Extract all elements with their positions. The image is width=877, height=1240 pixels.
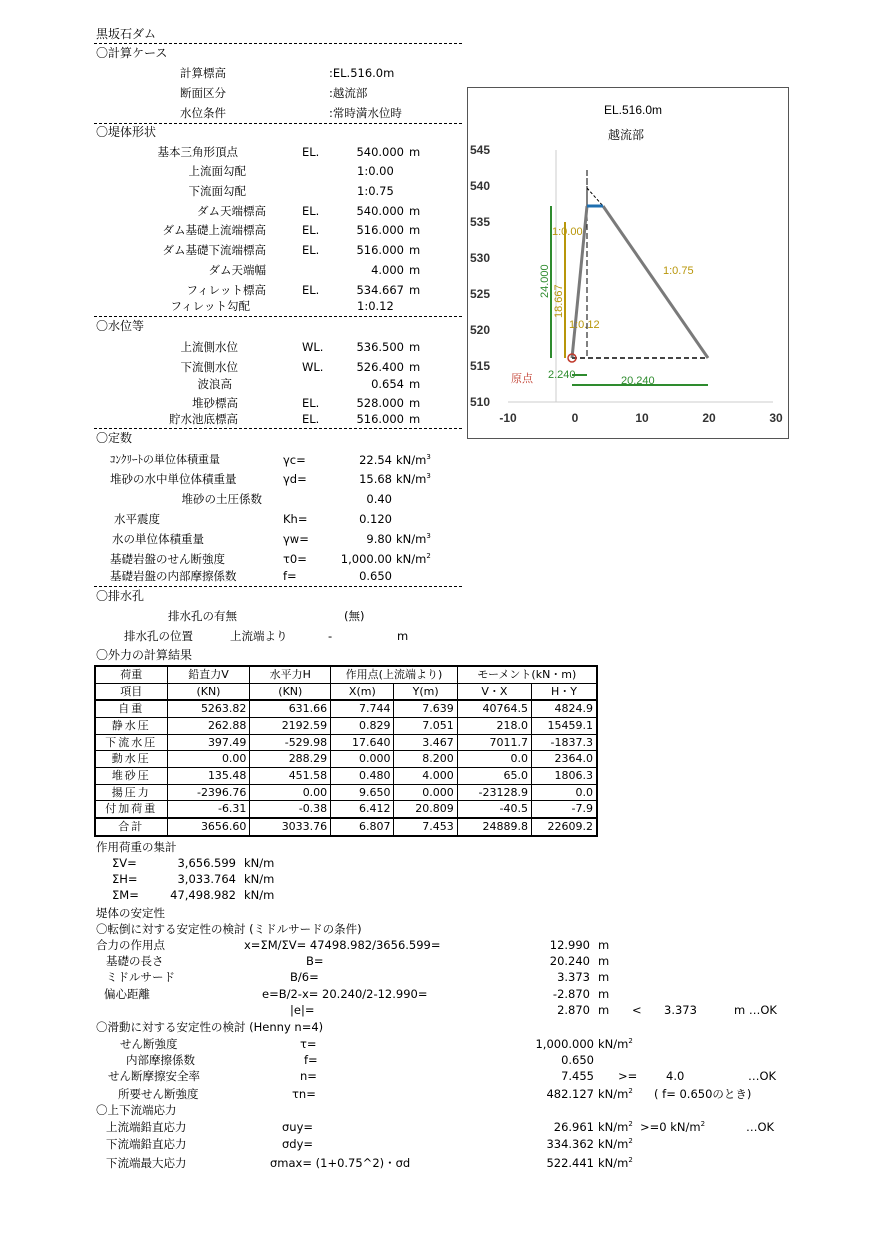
- case-value: :越流部: [329, 86, 368, 100]
- base-value: 20.240: [549, 954, 590, 968]
- const-value: 0.40: [366, 492, 392, 506]
- table-cell: 0.0: [531, 784, 597, 801]
- table-cell: 自重: [95, 700, 167, 717]
- safety-factor-limit: 4.0: [666, 1069, 685, 1083]
- divider: [94, 586, 462, 587]
- const-label: 基礎岩盤のせん断強度: [110, 552, 225, 566]
- abs-ecc-formula: |e|=: [290, 1003, 315, 1017]
- shear-label: せん断強度: [120, 1037, 178, 1051]
- table-cell: 24889.8: [457, 818, 531, 836]
- table-row: [95, 718, 597, 735]
- table-subheader: X(m): [331, 683, 394, 700]
- shape-value: 1:0.75: [357, 184, 394, 198]
- case-value: :EL.516.0m: [329, 66, 395, 80]
- shape-value: 540.000: [356, 145, 404, 159]
- shape-label: ダム基礎下流端標高: [162, 243, 266, 257]
- water-label: 波浪高: [197, 377, 232, 391]
- y-tick-label: 530: [470, 251, 491, 265]
- downstream-stress-unit: kN/m: [598, 1137, 629, 1151]
- drain-exist-value: (無): [344, 609, 365, 623]
- safety-factor-label: せん断摩擦安全率: [108, 1069, 200, 1083]
- shape-value: 540.000: [356, 204, 404, 218]
- upstream-stress-unit-sup: 2: [628, 1120, 633, 1129]
- section-heading-forces: 〇外力の計算結果: [96, 648, 193, 662]
- shape-unit: m: [409, 223, 421, 237]
- sum-value: 3,033.764: [177, 872, 236, 886]
- sliding-heading: 〇滑動に対する安定性の検討 (Henny n=4): [96, 1020, 324, 1034]
- table-cell: 397.49: [167, 734, 250, 751]
- shape-prefix: EL.: [302, 145, 320, 159]
- water-label: 堆砂標高: [192, 396, 238, 410]
- table-cell: 40764.5: [457, 700, 531, 717]
- resultant-value: 12.990: [549, 938, 590, 952]
- upstream-stress-condition-sup: 2: [700, 1120, 706, 1129]
- water-prefix: WL.: [302, 340, 324, 354]
- shear-unit: kN/m: [598, 1037, 629, 1051]
- upstream-stress-symbol: σuy=: [282, 1120, 314, 1134]
- table-header-vertical: 鉛直力V: [167, 666, 250, 683]
- const-sym: Kh=: [283, 512, 308, 526]
- upstream-stress-condition-wrap: [640, 1120, 705, 1134]
- section-heading-water: 〇水位等: [96, 319, 145, 333]
- label-upstream-slope: 1:0.00: [552, 226, 583, 238]
- table-subheader: 項目: [95, 683, 167, 700]
- middle-third-label: ミドルサード: [106, 970, 175, 984]
- const-value: 0.120: [359, 512, 392, 526]
- shape-label: フィレット勾配: [170, 299, 250, 313]
- middle-third-value: 3.373: [557, 970, 590, 984]
- middle-third-unit: m: [598, 970, 610, 984]
- const-sym: γw=: [283, 532, 309, 546]
- downstream-stress-label: 下流端鉛直応力: [106, 1137, 187, 1151]
- label-base-width: 20.240: [621, 375, 655, 387]
- const-sym: γc=: [283, 453, 306, 467]
- sum-value: 47,498.982: [170, 888, 236, 902]
- table-header-horizontal: 水平力H: [250, 666, 331, 683]
- table-row: [95, 700, 597, 717]
- stress-heading: 〇上下流端応力: [96, 1103, 177, 1117]
- shape-value: 516.000: [356, 223, 404, 237]
- const-label: 堆砂の土圧係数: [181, 492, 262, 506]
- diagram-subtitle: 越流部: [607, 128, 645, 142]
- table-cell: -529.98: [250, 734, 331, 751]
- table-cell: 合計: [95, 818, 167, 836]
- table-cell: 7011.7: [457, 734, 531, 751]
- label-fillet-width: 2.240: [548, 369, 576, 381]
- const-unit-sup: 2: [426, 552, 431, 561]
- section-heading-drain: 〇排水孔: [96, 589, 145, 603]
- table-cell: -2396.76: [167, 784, 250, 801]
- table-cell: 静水圧: [95, 718, 167, 735]
- table-header-point: 作用点(上流端より): [331, 666, 458, 683]
- table-cell: 451.58: [250, 768, 331, 785]
- table-cell: 15459.1: [531, 718, 597, 735]
- divider: [94, 428, 462, 429]
- shape-label: ダム基礎上流端標高: [162, 223, 266, 237]
- shape-unit: m: [409, 243, 421, 257]
- table-cell: 揚圧力: [95, 784, 167, 801]
- table-cell: 7.051: [394, 718, 457, 735]
- upstream-stress-unit: kN/m: [598, 1120, 629, 1134]
- shear-symbol: τ=: [300, 1037, 317, 1051]
- table-cell: 0.0: [457, 751, 531, 768]
- downstream-stress-unit-sup: 2: [628, 1137, 633, 1146]
- water-value: 528.000: [356, 396, 404, 410]
- table-cell: 218.0: [457, 718, 531, 735]
- middle-third-formula: B/6=: [290, 970, 319, 984]
- const-value: 1,000.00: [340, 552, 392, 566]
- upstream-stress-result: …OK: [746, 1120, 775, 1134]
- table-cell: 65.0: [457, 768, 531, 785]
- y-tick-label: 520: [470, 323, 491, 337]
- load-table: [94, 665, 598, 837]
- max-stress-label: 下流端最大応力: [106, 1156, 187, 1170]
- label-downstream-slope: 1:0.75: [663, 265, 694, 277]
- table-cell: 0.00: [167, 751, 250, 768]
- required-shear-unit: kN/m: [598, 1087, 629, 1101]
- shape-value: 1:0.12: [357, 299, 394, 313]
- table-cell: 3656.60: [167, 818, 250, 836]
- friction-value: 0.650: [561, 1053, 594, 1067]
- section-heading-shape: 〇堤体形状: [96, 125, 157, 139]
- table-cell: -7.9: [531, 801, 597, 818]
- const-label: 水平震度: [114, 512, 160, 526]
- friction-symbol: f=: [304, 1053, 318, 1067]
- downstream-face-line: [603, 206, 708, 358]
- drain-pos-from: 上流端より: [230, 629, 288, 643]
- const-unit-wrap: [396, 552, 431, 566]
- table-cell: 3.467: [394, 734, 457, 751]
- base-unit: m: [598, 954, 610, 968]
- shape-label: 上流面勾配: [188, 164, 246, 178]
- table-cell: -23128.9: [457, 784, 531, 801]
- const-unit: kN/m: [396, 552, 427, 566]
- shape-label: フィレット標高: [186, 283, 266, 297]
- resultant-formula: x=ΣM/ΣV= 47498.982/3656.599=: [244, 938, 441, 952]
- const-unit-sup: 3: [426, 453, 431, 462]
- table-subheader: Y(m): [394, 683, 457, 700]
- table-cell: 20.809: [394, 801, 457, 818]
- case-label: 水位条件: [180, 106, 226, 120]
- eccentricity-label: 偏心距離: [104, 987, 150, 1001]
- water-prefix: EL.: [302, 412, 320, 426]
- downstream-stress-symbol: σdy=: [282, 1137, 314, 1151]
- const-unit: kN/m: [396, 472, 427, 486]
- abs-ecc-value: 2.870: [557, 1003, 590, 1017]
- table-cell: 0.829: [331, 718, 394, 735]
- max-stress-value: 522.441: [546, 1156, 594, 1170]
- y-tick-label: 545: [470, 143, 491, 157]
- required-shear-unit-sup: 2: [628, 1087, 633, 1096]
- const-unit-wrap: [396, 472, 431, 486]
- water-value: 516.000: [356, 412, 404, 426]
- document-title: 黒坂石ダム: [96, 27, 157, 41]
- table-row: [95, 801, 597, 818]
- const-sym: γd=: [283, 472, 307, 486]
- downstream-stress-value: 334.362: [546, 1137, 594, 1151]
- table-cell: 3033.76: [250, 818, 331, 836]
- const-sym: f=: [283, 569, 297, 583]
- water-label: 貯水池底標高: [169, 412, 238, 426]
- case-label: 計算標高: [180, 66, 226, 80]
- friction-label: 内部摩擦係数: [126, 1053, 195, 1067]
- table-cell: -40.5: [457, 801, 531, 818]
- base-label: 基礎の長さ: [106, 954, 164, 968]
- table-cell: 付加荷重: [95, 801, 167, 818]
- max-stress-formula: σmax= (1+0.75^2)・σd: [270, 1156, 411, 1170]
- required-shear-label: 所要せん断強度: [118, 1087, 199, 1101]
- required-shear-note: ( f= 0.650のとき): [654, 1087, 752, 1101]
- shape-value: 516.000: [356, 243, 404, 257]
- max-stress-unit-wrap: [598, 1156, 633, 1170]
- table-row: [95, 784, 597, 801]
- shape-label: ダム天端標高: [197, 204, 266, 218]
- table-cell: 0.480: [331, 768, 394, 785]
- water-value: 526.400: [356, 360, 404, 374]
- sums-heading: 作用荷重の集計: [96, 840, 177, 854]
- table-row: [95, 751, 597, 768]
- table-cell: -6.31: [167, 801, 250, 818]
- table-cell: 7.639: [394, 700, 457, 717]
- dam-section-svg: [468, 88, 788, 438]
- water-label: 上流側水位: [180, 340, 238, 354]
- case-label: 断面区分: [180, 86, 226, 100]
- shape-prefix: EL.: [302, 283, 320, 297]
- label-fillet-slope: 1:0.12: [569, 319, 600, 331]
- resultant-label: 合力の作用点: [96, 938, 165, 952]
- safety-factor-symbol: n=: [300, 1069, 317, 1083]
- table-row: [95, 734, 597, 751]
- sum-unit: kN/m: [244, 872, 275, 886]
- x-tick-label: 10: [635, 411, 649, 425]
- section-heading-case: 〇計算ケース: [96, 46, 168, 60]
- dam-section-diagram: [467, 87, 789, 439]
- shape-value: 534.667: [356, 283, 404, 297]
- water-unit: m: [409, 377, 421, 391]
- shape-prefix: EL.: [302, 204, 320, 218]
- table-cell: 631.66: [250, 700, 331, 717]
- upstream-stress-value: 26.961: [553, 1120, 594, 1134]
- shear-value: 1,000.000: [535, 1037, 594, 1051]
- abs-ecc-unit: m: [598, 1003, 610, 1017]
- eccentricity-unit: m: [598, 987, 610, 1001]
- water-unit: m: [409, 412, 421, 426]
- sum-unit: kN/m: [244, 888, 275, 902]
- table-cell: 6.807: [331, 818, 394, 836]
- upstream-stress-condition: >=0 kN/m: [640, 1120, 701, 1134]
- table-cell: 4.000: [394, 768, 457, 785]
- abs-ecc-result: m …OK: [734, 1003, 777, 1017]
- shape-unit: m: [409, 283, 421, 297]
- shape-label: ダム天端幅: [208, 263, 266, 277]
- const-unit: kN/m: [396, 453, 427, 467]
- table-cell: 0.00: [250, 784, 331, 801]
- table-cell: 0.000: [394, 784, 457, 801]
- table-subheader: H・Y: [531, 683, 597, 700]
- water-value: 536.500: [356, 340, 404, 354]
- const-value: 15.68: [359, 472, 392, 486]
- table-cell: 2192.59: [250, 718, 331, 735]
- required-shear-value: 482.127: [546, 1087, 594, 1101]
- eccentricity-value: -2.870: [552, 987, 590, 1001]
- table-cell: 288.29: [250, 751, 331, 768]
- table-subheader: (KN): [250, 683, 331, 700]
- resultant-unit: m: [598, 938, 610, 952]
- safety-factor-result: …OK: [748, 1069, 777, 1083]
- diagram-title: EL.516.0m: [603, 103, 663, 117]
- table-header-moment: モーメント(kN・m): [457, 666, 597, 683]
- table-cell: 7.744: [331, 700, 394, 717]
- shear-unit-wrap: [598, 1037, 633, 1051]
- shape-prefix: EL.: [302, 243, 320, 257]
- table-cell: 動水圧: [95, 751, 167, 768]
- table-row: [95, 768, 597, 785]
- x-tick-label: 20: [702, 411, 716, 425]
- x-tick-label: 0: [571, 411, 579, 425]
- table-cell: 17.640: [331, 734, 394, 751]
- water-prefix: EL.: [302, 396, 320, 410]
- water-value: 0.654: [371, 377, 404, 391]
- divider: [94, 43, 462, 44]
- table-cell: 下流水圧: [95, 734, 167, 751]
- divider: [94, 123, 462, 124]
- water-unit: m: [409, 396, 421, 410]
- required-shear-unit-wrap: [598, 1087, 633, 1101]
- const-label: 水の単位体積重量: [112, 532, 204, 546]
- base-formula: B=: [306, 954, 324, 968]
- apex-dotted-line: [587, 188, 603, 206]
- drain-exist-label: 排水孔の有無: [168, 609, 237, 623]
- shape-prefix: EL.: [302, 223, 320, 237]
- y-tick-label: 540: [470, 179, 491, 193]
- upstream-stress-unit-wrap: [598, 1120, 633, 1134]
- y-tick-label: 510: [470, 395, 491, 409]
- sum-unit: kN/m: [244, 856, 275, 870]
- sum-label: ΣH=: [112, 872, 138, 886]
- abs-ecc-limit: 3.373: [664, 1003, 697, 1017]
- table-cell: 1806.3: [531, 768, 597, 785]
- table-cell: 5263.82: [167, 700, 250, 717]
- drain-pos-unit: m: [397, 629, 409, 643]
- drain-pos-label: 排水孔の位置: [124, 629, 193, 643]
- water-prefix: WL.: [302, 360, 324, 374]
- table-header-load: 荷重: [95, 666, 167, 683]
- const-label: 堆砂の水中単位体積重量: [110, 472, 237, 486]
- const-unit: kN/m: [396, 532, 427, 546]
- stability-heading: 堤体の安定性: [96, 906, 165, 920]
- table-row-total: [95, 818, 597, 836]
- table-subheader: (KN): [167, 683, 250, 700]
- eccentricity-formula: e=B/2-x= 20.240/2-12.990=: [262, 987, 428, 1001]
- y-tick-label: 515: [470, 359, 491, 373]
- case-value: :常時満水位時: [329, 106, 402, 120]
- table-cell: 堆砂圧: [95, 768, 167, 785]
- table-cell: 0.000: [331, 751, 394, 768]
- safety-factor-operator: >=: [618, 1069, 638, 1083]
- sum-label: ΣM=: [112, 888, 139, 902]
- const-value: 22.54: [359, 453, 392, 467]
- water-label: 下流側水位: [180, 360, 238, 374]
- water-unit: m: [409, 340, 421, 354]
- table-cell: 4824.9: [531, 700, 597, 717]
- sum-value: 3,656.599: [177, 856, 236, 870]
- shear-unit-sup: 2: [628, 1037, 633, 1046]
- const-sym: τ0=: [283, 552, 307, 566]
- table-cell: -1837.3: [531, 734, 597, 751]
- water-unit: m: [409, 360, 421, 374]
- table-cell: -0.38: [250, 801, 331, 818]
- shape-value: 4.000: [371, 263, 404, 277]
- const-unit-wrap: [396, 532, 431, 546]
- const-label: ｺﾝｸﾘｰﾄの単位体積重量: [110, 453, 220, 466]
- shape-label: 基本三角形頂点: [157, 145, 238, 159]
- const-unit-wrap: [396, 453, 431, 467]
- const-value: 0.650: [359, 569, 392, 583]
- abs-ecc-operator: <: [632, 1003, 642, 1017]
- table-subheader: V・X: [457, 683, 531, 700]
- table-cell: 8.200: [394, 751, 457, 768]
- const-label: 基礎岩盤の内部摩擦係数: [110, 569, 237, 583]
- label-height-total: 24.000: [539, 264, 551, 298]
- section-heading-constants: 〇定数: [96, 431, 133, 445]
- shape-label: 下流面勾配: [188, 184, 246, 198]
- max-stress-unit-sup: 2: [628, 1156, 633, 1165]
- label-height-fillet: 18.667: [553, 284, 565, 318]
- downstream-stress-unit-wrap: [598, 1137, 633, 1151]
- x-tick-label: -10: [499, 411, 517, 425]
- required-shear-symbol: τn=: [292, 1087, 316, 1101]
- drain-pos-value: -: [328, 629, 333, 643]
- x-tick-label: 30: [769, 411, 783, 425]
- table-cell: 2364.0: [531, 751, 597, 768]
- max-stress-unit: kN/m: [598, 1156, 629, 1170]
- table-cell: 7.453: [394, 818, 457, 836]
- divider: [94, 316, 462, 317]
- shape-value: 1:0.00: [357, 164, 394, 178]
- y-tick-label: 535: [470, 215, 491, 229]
- const-value: 9.80: [366, 532, 392, 546]
- table-cell: 22609.2: [531, 818, 597, 836]
- label-origin: 原点: [511, 373, 533, 385]
- table-cell: 9.650: [331, 784, 394, 801]
- table-cell: 6.412: [331, 801, 394, 818]
- shape-unit: m: [409, 204, 421, 218]
- safety-factor-value: 7.455: [561, 1069, 594, 1083]
- y-tick-label: 525: [470, 287, 491, 301]
- table-cell: 135.48: [167, 768, 250, 785]
- shape-unit: m: [409, 263, 421, 277]
- const-unit-sup: 3: [426, 472, 431, 481]
- upstream-stress-label: 上流端鉛直応力: [106, 1120, 187, 1134]
- sum-label: ΣV=: [112, 856, 137, 870]
- const-unit-sup: 3: [426, 532, 431, 541]
- overturn-heading: 〇転倒に対する安定性の検討 (ミドルサードの条件): [96, 922, 362, 936]
- shape-unit: m: [409, 145, 421, 159]
- table-cell: 262.88: [167, 718, 250, 735]
